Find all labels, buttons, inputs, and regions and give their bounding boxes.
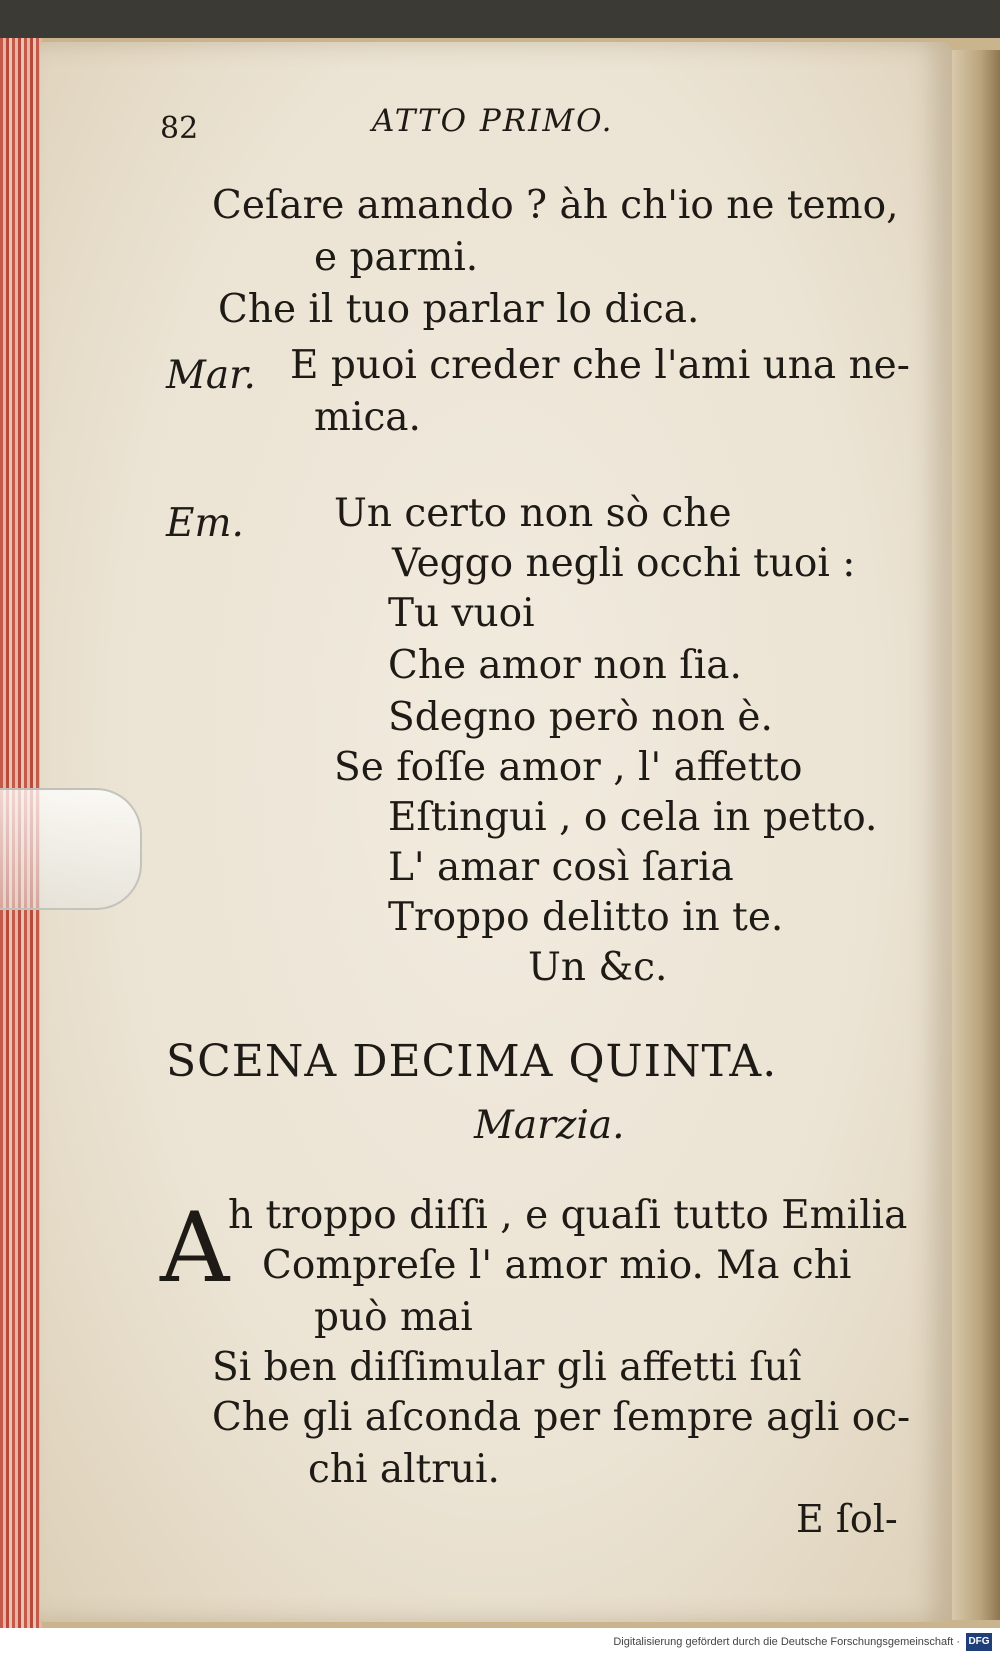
verse-line: Eſtingui , o cela in petto. bbox=[388, 795, 878, 840]
text-line: può mai bbox=[314, 1295, 473, 1340]
page-clip bbox=[0, 788, 142, 910]
speaker-name: Mar. bbox=[166, 353, 256, 398]
verse-line: Che amor non ſia. bbox=[388, 643, 742, 688]
scene-title: SCENA DECIMA QUINTA. bbox=[166, 1036, 778, 1087]
verse-line: Troppo delitto in te. bbox=[388, 895, 784, 940]
speaker-name: Em. bbox=[166, 501, 244, 546]
drop-cap: A bbox=[160, 1192, 230, 1304]
dfg-logo: DFG bbox=[966, 1633, 992, 1651]
page-number: 82 bbox=[160, 111, 199, 146]
scene-character: Marzia. bbox=[474, 1103, 625, 1148]
text-line: mica. bbox=[314, 395, 421, 440]
text-line: Compreſe l' amor mio. Ma chi bbox=[262, 1243, 852, 1288]
text-line: Che gli aſconda per ſempre agli oc- bbox=[212, 1395, 911, 1440]
text-line: h troppo diſſi , e quaſi tutto Emilia bbox=[228, 1193, 908, 1238]
verse-line: Se foſſe amor , l' affetto bbox=[334, 745, 803, 790]
running-title: ATTO PRIMO. bbox=[372, 103, 614, 139]
verse-line: Veggo negli occhi tuoi : bbox=[392, 541, 856, 586]
verse-line: Tu vuoi bbox=[388, 591, 535, 636]
text-line: Che il tuo parlar lo dica. bbox=[218, 287, 700, 332]
verse-line: Sdegno però non è. bbox=[388, 695, 773, 740]
text-line: Si ben diſſimular gli affetti ſuî bbox=[212, 1345, 802, 1390]
verse-line: L' amar così ſaria bbox=[388, 845, 734, 890]
digitization-credit: Digitalisierung gefördert durch die Deutsche Forschungsgemeinschaft · bbox=[613, 1636, 960, 1648]
catchword: E ſol- bbox=[796, 1497, 898, 1541]
text-line: e parmi. bbox=[314, 235, 479, 280]
text-line: Ceſare amando ? àh ch'io ne temo, bbox=[212, 183, 899, 228]
text-line: E puoi creder che l'ami una ne- bbox=[290, 343, 910, 388]
page-edges-right bbox=[952, 50, 1000, 1620]
text-line: chi altrui. bbox=[308, 1447, 500, 1492]
verse-line: Un &c. bbox=[528, 945, 668, 990]
verse-line: Un certo non sò che bbox=[334, 491, 732, 536]
